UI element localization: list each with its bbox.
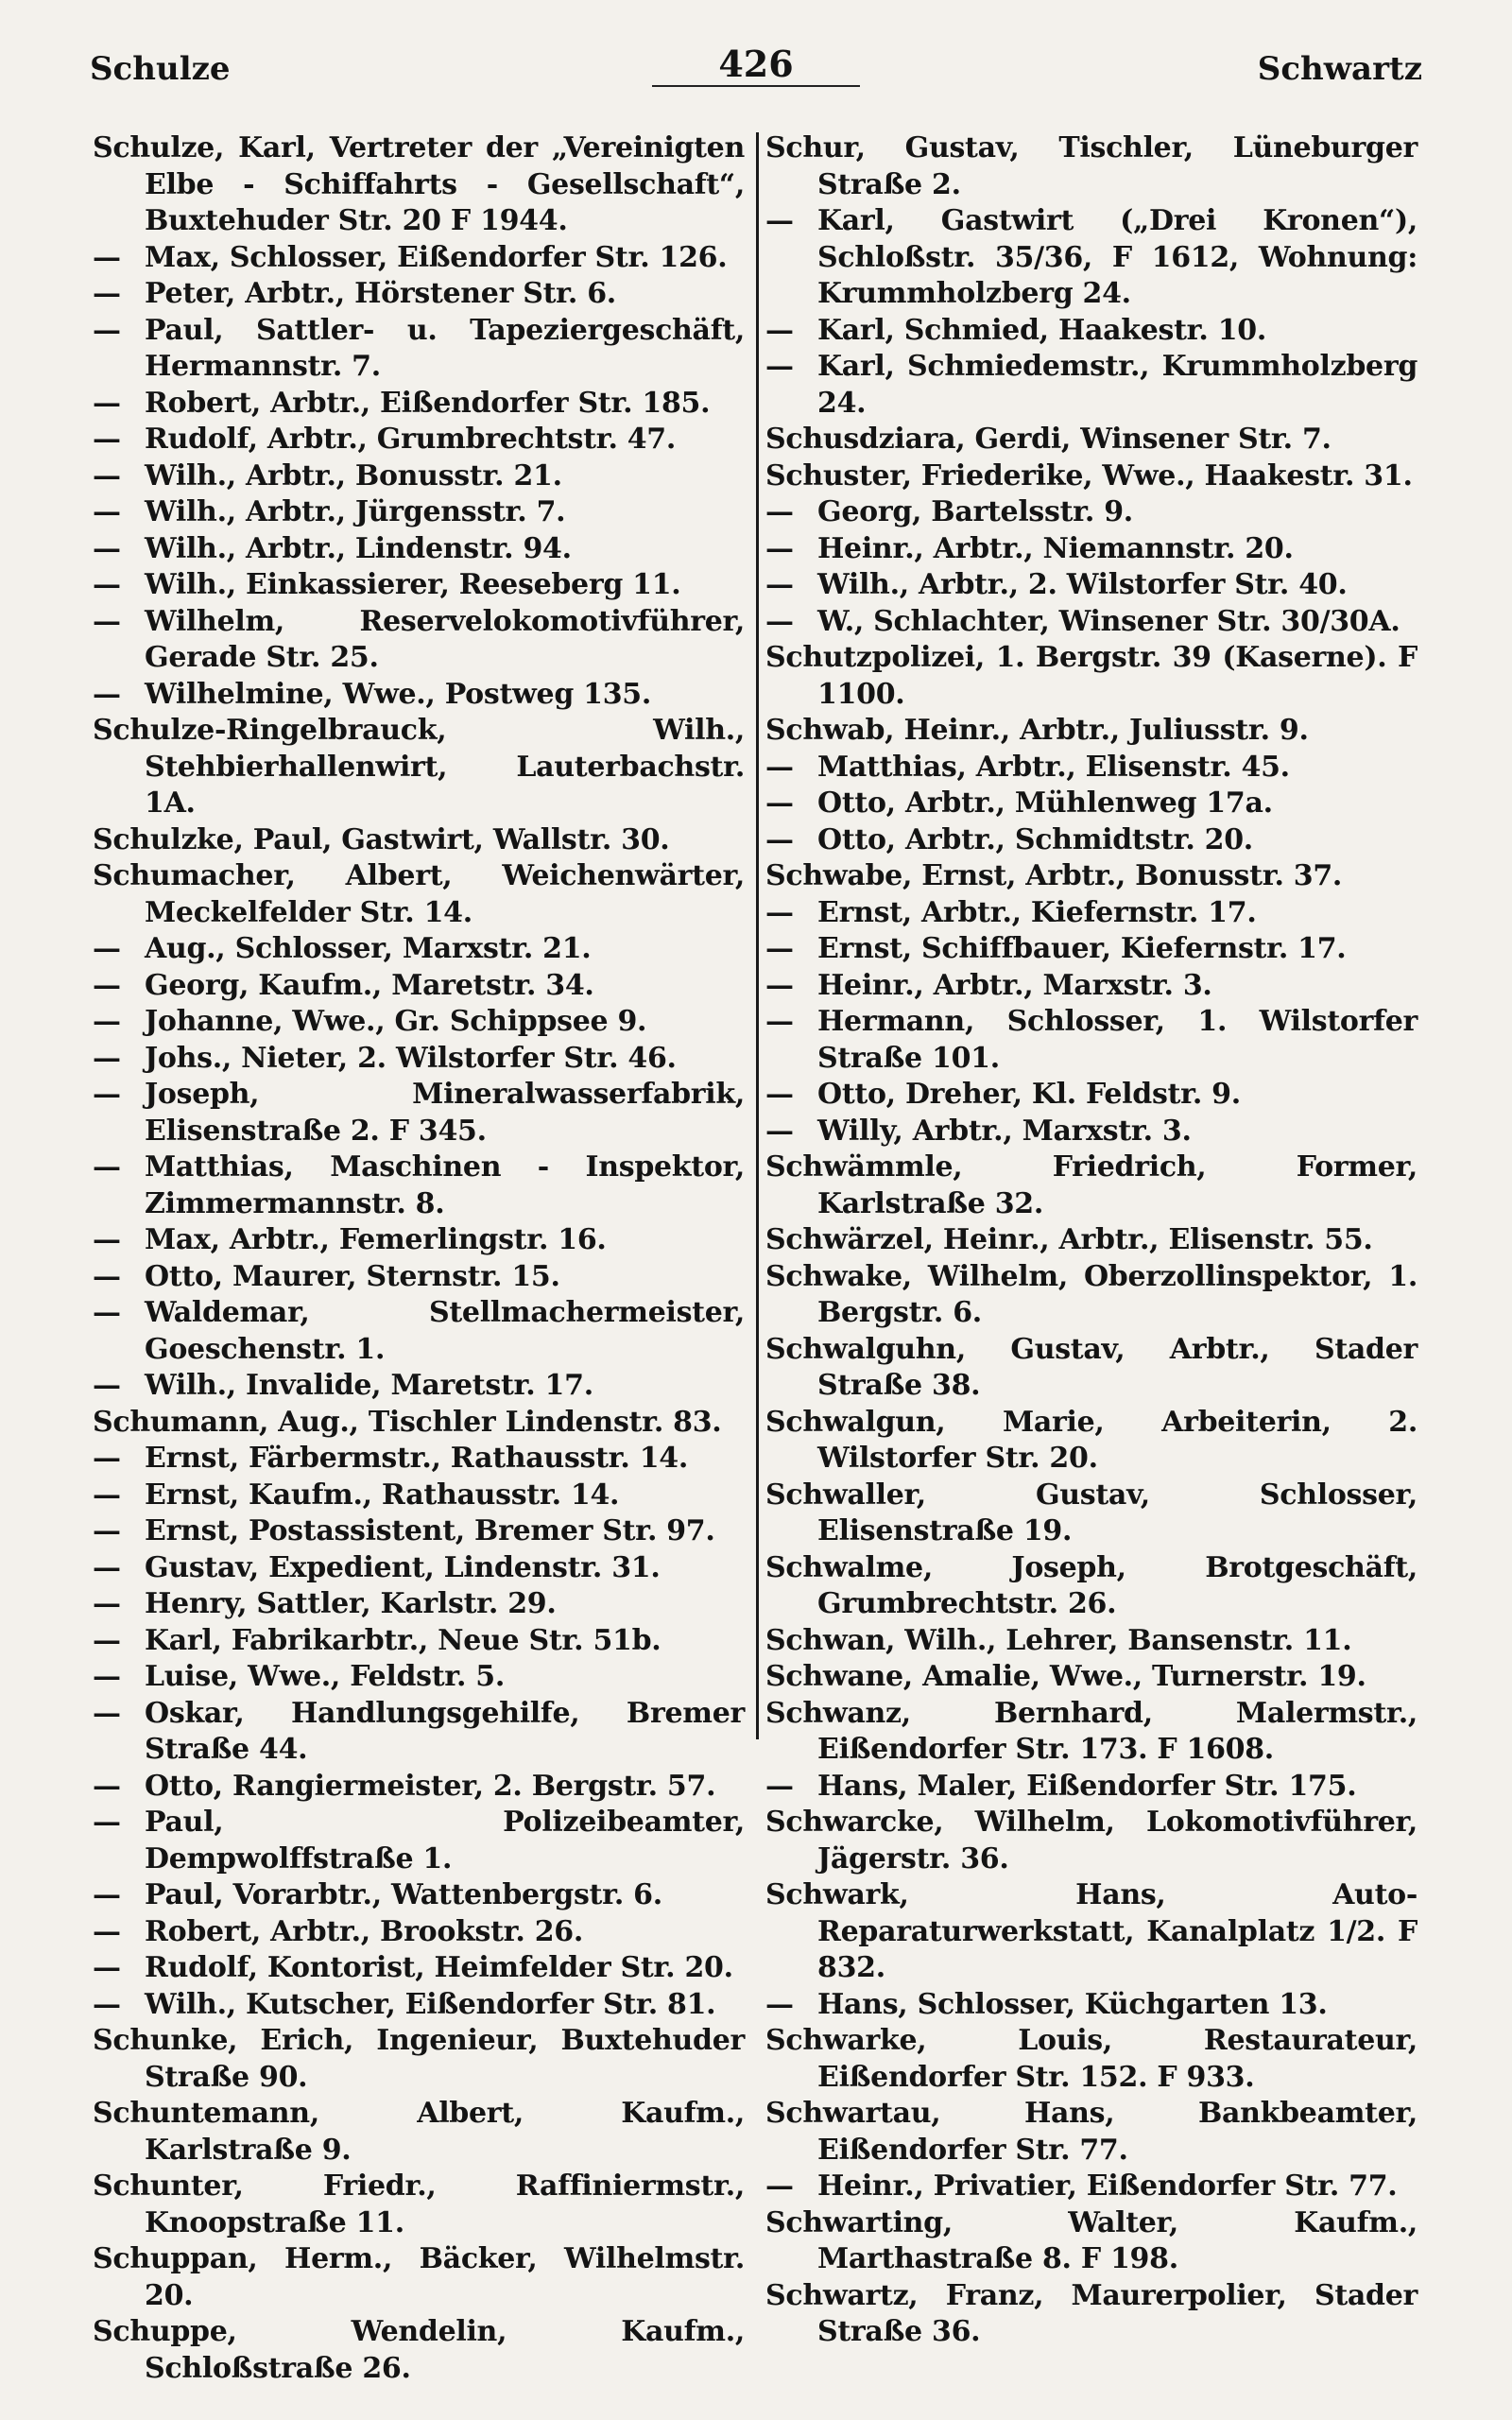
header-divider — [652, 85, 860, 87]
directory-entry: — Ernst, Färbermstr., Rathausstr. 14. — [93, 1441, 745, 1478]
directory-entry: — Heinr., Privatier, Eißendorfer Str. 77. — [765, 2169, 1418, 2205]
directory-entry: — Gustav, Expedient, Lindenstr. 31. — [93, 1550, 745, 1587]
directory-entry: — Wilh., Arbtr., 2. Wilstorfer Str. 40. — [765, 567, 1418, 604]
directory-entry: — Karl, Schmied, Haakestr. 10. — [765, 313, 1418, 350]
left-column — [93, 130, 745, 2387]
directory-entry: — Johanne, Wwe., Gr. Schippsee 9. — [93, 1004, 745, 1041]
directory-entry: — Otto, Arbtr., Schmidtstr. 20. — [765, 822, 1418, 859]
directory-entry: — W., Schlachter, Winsener Str. 30/30A. — [765, 604, 1418, 641]
directory-entry: Schwarting, Walter, Kaufm., Marthastraße 8. F 198. — [765, 2205, 1418, 2275]
page-header — [90, 43, 1422, 90]
directory-entry: — Heinr., Arbtr., Niemannstr. 20. — [765, 531, 1418, 568]
directory-entry: — Otto, Maurer, Sternstr. 15. — [93, 1259, 745, 1296]
directory-entry: Schwalme, Joseph, Brotgeschäft, Grumbrechtstr. 26. — [765, 1550, 1418, 1620]
directory-entry: — Karl, Schmiedemstr., Krummholzberg 24. — [765, 349, 1418, 422]
directory-entry: — Otto, Arbtr., Mühlenweg 17a. — [765, 786, 1418, 822]
directory-entry: Schumacher, Albert, Weichenwärter, Meckelfelder Str. 14. — [93, 859, 745, 929]
directory-entry: — Ernst, Postassistent, Bremer Str. 97. — [93, 1513, 745, 1550]
directory-entry: — Wilh., Arbtr., Bonusstr. 21. — [93, 458, 745, 495]
directory-entry: Schwaller, Gustav, Schlosser, Elisenstraße 19. — [765, 1478, 1418, 1547]
header-left-keyword: Schulze — [90, 50, 231, 88]
directory-entry: Schwane, Amalie, Wwe., Turnerstr. 19. — [765, 1660, 1366, 1693]
directory-entry: Schwabe, Ernst, Arbtr., Bonusstr. 37. — [765, 859, 1343, 892]
directory-entry: — Henry, Sattler, Karlstr. 29. — [93, 1586, 745, 1623]
directory-entry: — Paul, Polizeibeamter, Dempwolffstraße 1. — [93, 1805, 745, 1877]
directory-entry: Schwämmle, Friedrich, Former, Karlstraße 32. — [765, 1150, 1418, 1220]
directory-entry: Schwanz, Bernhard, Malermstr., Eißendorfer Str. 173. F 1608. — [765, 1696, 1418, 1766]
directory-entry: — Karl, Gastwirt („Drei Kronen“), Schloßstr. 35/36, F 1612, Wohnung: Krummholzberg 24. — [765, 203, 1418, 313]
directory-entry: — Wilh., Invalide, Maretstr. 17. — [93, 1368, 745, 1405]
directory-entry: Schutzpolizei, 1. Bergstr. 39 (Kaserne). F 1100. — [765, 641, 1418, 711]
directory-entry: — Ernst, Arbtr., Kiefernstr. 17. — [765, 895, 1418, 932]
directory-entry: — Johs., Nieter, 2. Wilstorfer Str. 46. — [93, 1041, 745, 1078]
directory-entry: — Ernst, Kaufm., Rathausstr. 14. — [93, 1478, 745, 1514]
directory-entry: Schwartau, Hans, Bankbeamter, Eißendorfer Str. 77. — [765, 2097, 1418, 2167]
directory-entry: — Rudolf, Kontorist, Heimfelder Str. 20. — [93, 1950, 745, 1987]
directory-entry: — Wilhelm, Reservelokomotivführer, Gerade Str. 25. — [93, 604, 745, 677]
header-right-keyword: Schwartz — [1257, 50, 1422, 88]
directory-entry: — Aug., Schlosser, Marxstr. 21. — [93, 931, 745, 968]
column-divider — [756, 132, 759, 1739]
directory-entry: Schunter, Friedr., Raffiniermstr., Knoopstraße 11. — [93, 2169, 745, 2239]
directory-entry: — Wilh., Arbtr., Lindenstr. 94. — [93, 531, 745, 568]
directory-entry: — Matthias, Arbtr., Elisenstr. 45. — [765, 750, 1418, 786]
directory-entry: — Hermann, Schlosser, 1. Wilstorfer Straße 101. — [765, 1004, 1418, 1077]
directory-entry: — Georg, Kaufm., Maretstr. 34. — [93, 968, 745, 1005]
directory-entry: — Joseph, Mineralwasserfabrik, Elisenstraße 2. F 345. — [93, 1077, 745, 1150]
directory-entry: — Robert, Arbtr., Brookstr. 26. — [93, 1914, 745, 1951]
directory-entry: Schumann, Aug., Tischler Lindenstr. 83. — [93, 1405, 722, 1439]
directory-entry: Schulzke, Paul, Gastwirt, Wallstr. 30. — [93, 822, 670, 856]
directory-entry: Schwarcke, Wilhelm, Lokomotivführer, Jägerstr. 36. — [765, 1806, 1418, 1876]
directory-entry: — Wilh., Kutscher, Eißendorfer Str. 81. — [93, 1987, 745, 2024]
directory-entry: — Max, Schlosser, Eißendorfer Str. 126. — [93, 240, 745, 277]
directory-entry: — Peter, Arbtr., Hörstener Str. 6. — [93, 276, 745, 313]
directory-entry: Schwalgun, Marie, Arbeiterin, 2. Wilstorfer Str. 20. — [765, 1405, 1418, 1475]
right-column — [765, 130, 1418, 2351]
directory-entry: — Luise, Wwe., Feldstr. 5. — [93, 1659, 745, 1696]
directory-entry: — Waldemar, Stellmachermeister, Goeschenstr. 1. — [93, 1295, 745, 1368]
directory-entry: Schwab, Heinr., Arbtr., Juliusstr. 9. — [765, 714, 1309, 747]
page-number: 426 — [718, 43, 794, 85]
directory-entry: Schuster, Friederike, Wwe., Haakestr. 31. — [765, 458, 1413, 493]
directory-entry: — Max, Arbtr., Femerlingstr. 16. — [93, 1222, 745, 1259]
directory-entry: Schwark, Hans, Auto-Reparaturwerkstatt, Kanalplatz 1/2. F 832. — [765, 1878, 1418, 1984]
directory-entry: Schwarke, Louis, Restaurateur, Eißendorfer Str. 152. F 933. — [765, 2024, 1418, 2094]
directory-entry: — Hans, Maler, Eißendorfer Str. 175. — [765, 1769, 1418, 1806]
directory-entry: Schuppan, Herm., Bäcker, Wilhelmstr. 20. — [93, 2242, 745, 2312]
directory-entry: — Wilhelmine, Wwe., Postweg 135. — [93, 677, 745, 714]
directory-entry: — Paul, Sattler- u. Tapeziergeschäft, Hermannstr. 7. — [93, 313, 745, 386]
directory-entry: Schuntemann, Albert, Kaufm., Karlstraße 9. — [93, 2097, 745, 2167]
directory-entry: Schulze, Karl, Vertreter der „Vereinigten Elbe - Schiffahrts - Gesellschaft“, Buxtehuder Str. 20 F 1944. — [93, 131, 745, 237]
directory-entry: — Hans, Schlosser, Küchgarten 13. — [765, 1987, 1418, 2024]
directory-entry: Schwärzel, Heinr., Arbtr., Elisenstr. 55. — [765, 1223, 1373, 1256]
directory-entry: Schwalguhn, Gustav, Arbtr., Stader Straße 38. — [765, 1332, 1418, 1402]
directory-entry: Schwake, Wilhelm, Oberzollinspektor, 1. Bergstr. 6. — [765, 1259, 1418, 1329]
directory-entry: Schuppe, Wendelin, Kaufm., Schloßstraße 26. — [93, 2315, 745, 2385]
directory-entry: — Oskar, Handlungsgehilfe, Bremer Straße 44. — [93, 1696, 745, 1769]
directory-entry: Schur, Gustav, Tischler, Lüneburger Straße 2. — [765, 131, 1418, 201]
directory-entry: Schwan, Wilh., Lehrer, Bansenstr. 11. — [765, 1623, 1352, 1657]
directory-entry: — Paul, Vorarbtr., Wattenbergstr. 6. — [93, 1877, 745, 1914]
directory-entry: — Otto, Rangiermeister, 2. Bergstr. 57. — [93, 1769, 745, 1806]
directory-entry: — Robert, Arbtr., Eißendorfer Str. 185. — [93, 386, 745, 423]
directory-entry: — Otto, Dreher, Kl. Feldstr. 9. — [765, 1077, 1418, 1114]
directory-entry: — Wilh., Arbtr., Jürgensstr. 7. — [93, 494, 745, 531]
directory-entry: — Rudolf, Arbtr., Grumbrechtstr. 47. — [93, 422, 745, 458]
directory-entry: — Karl, Fabrikarbtr., Neue Str. 51b. — [93, 1623, 745, 1660]
directory-entry: — Georg, Bartelsstr. 9. — [765, 494, 1418, 531]
directory-entry: — Heinr., Arbtr., Marxstr. 3. — [765, 968, 1418, 1005]
directory-entry: Schulze-Ringelbrauck, Wilh., Stehbierhallenwirt, Lauterbachstr. 1A. — [93, 714, 745, 820]
directory-entry: Schusdziara, Gerdi, Winsener Str. 7. — [765, 423, 1332, 456]
directory-entry: Schunke, Erich, Ingenieur, Buxtehuder Straße 90. — [93, 2024, 745, 2094]
directory-entry: — Willy, Arbtr., Marxstr. 3. — [765, 1114, 1418, 1150]
directory-entry: — Ernst, Schiffbauer, Kiefernstr. 17. — [765, 931, 1418, 968]
directory-entry: — Wilh., Einkassierer, Reeseberg 11. — [93, 567, 745, 604]
directory-entry: Schwartz, Franz, Maurerpolier, Stader Straße 36. — [765, 2278, 1418, 2348]
directory-entry: — Matthias, Maschinen - Inspektor, Zimmermannstr. 8. — [93, 1150, 745, 1222]
